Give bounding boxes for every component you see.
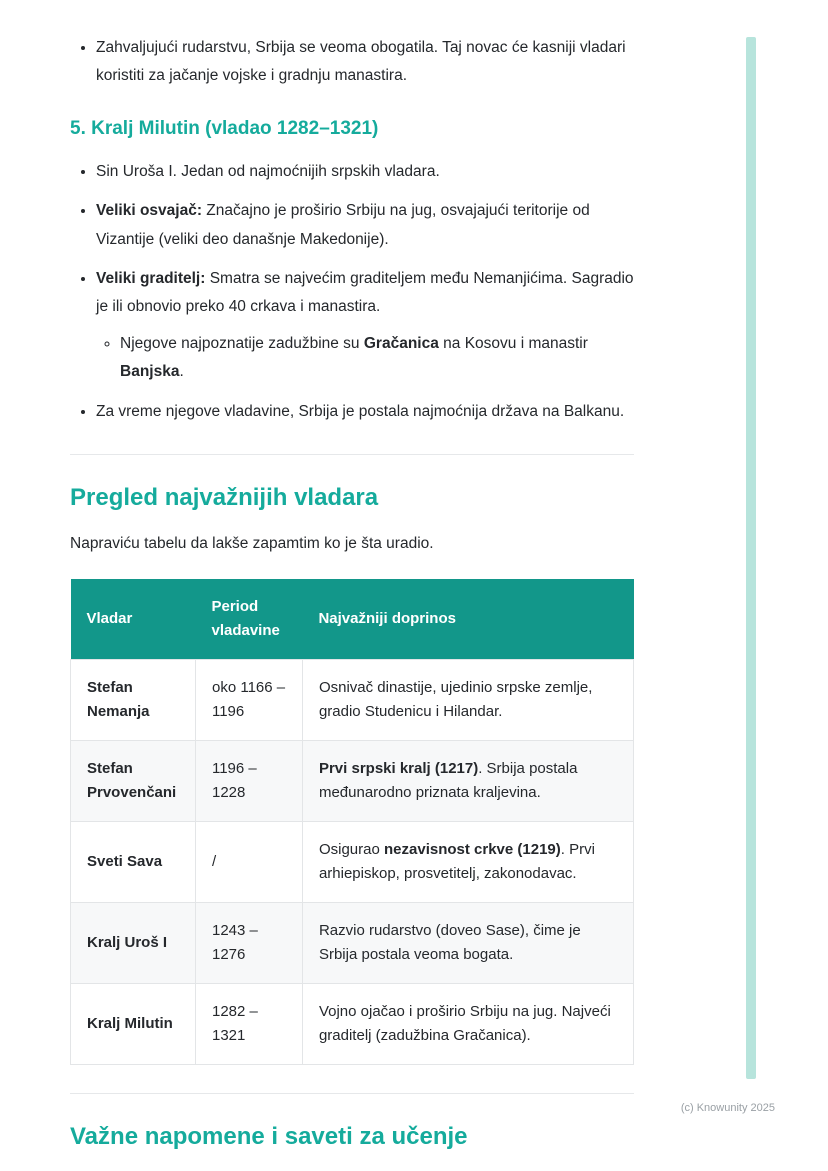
table-header-row — [71, 579, 634, 660]
text-segment: Vojno ojačao i proširio Srbiju na jug. Najveći graditelj (zadužbina Gračanica). — [318, 1002, 611, 1044]
column-header-period: Period vladavine — [195, 579, 302, 660]
text-segment: Razvio rudarstvo (doveo Sase), čime je Srbija postala veoma bogata. — [318, 921, 581, 963]
sub-list-item — [120, 330, 634, 386]
bold-text: nezavisnost crkve (1219) — [384, 840, 561, 858]
cell-vladar: Stefan Prvovenčani — [71, 740, 196, 821]
overview-intro-text: Napraviću tabelu da lakše zapamtim ko je šta uradio. — [70, 534, 434, 552]
cell-doprinos — [302, 821, 633, 902]
cell-period: 1282 – 1321 — [195, 983, 302, 1064]
list-item — [96, 197, 634, 253]
milutin-list — [70, 158, 634, 426]
bold-text: Veliki graditelj: — [96, 269, 206, 287]
cell-period: 1196 – 1228 — [195, 740, 302, 821]
section-heading-notes: Važne napomene i saveti za učenje — [70, 1122, 468, 1150]
bold-text: Gračanica — [363, 335, 439, 353]
table-row — [71, 902, 634, 983]
table-row — [71, 659, 634, 740]
text-segment: Značajno je proširio Srbiju na jug, osvajajući teritorije od Vizantije (veliki deo današnje Makedonije). — [96, 202, 590, 248]
cell-doprinos — [302, 983, 633, 1064]
cell-doprinos — [302, 659, 633, 740]
cell-doprinos — [302, 740, 633, 821]
text-segment: . — [179, 363, 184, 381]
bold-text: Veliki osvajač: — [96, 202, 202, 220]
section-divider — [70, 454, 634, 455]
table-row — [71, 740, 634, 821]
text-segment: Njegove najpoznatije zadužbine su — [120, 335, 364, 353]
text-segment: na Kosovu i manastir — [438, 335, 588, 353]
page-accent-bar — [746, 37, 756, 1079]
section-heading-milutin: 5. Kralj Milutin (vladao 1282–1321) — [70, 118, 379, 140]
section-divider — [70, 1093, 634, 1094]
list-item — [96, 398, 634, 426]
column-header-doprinos: Najvažniji doprinos — [302, 579, 633, 660]
text-segment: Osigurao — [318, 840, 384, 858]
text-segment: Za vreme njegove vladavine, Srbija je postala najmoćnija država na Balkanu. — [96, 402, 625, 420]
text-segment: . Srbija postala međunarodno priznata kraljevina. — [318, 759, 578, 801]
bold-text: Banjska — [120, 363, 180, 381]
intro-list — [70, 34, 634, 90]
cell-vladar: Kralj Milutin — [71, 983, 196, 1064]
list-item — [96, 265, 634, 387]
cell-vladar: Kralj Uroš I — [71, 902, 196, 983]
section-heading-overview: Pregled najvažnijih vladara — [70, 483, 379, 511]
text-segment: Smatra se najvećim graditeljem među Nemanjićima. Sagradio je ili obnovio preko 40 crkava i manastira. — [96, 269, 634, 315]
table-row — [71, 821, 634, 902]
cell-doprinos — [302, 902, 633, 983]
text-segment: . Prvi arhiepiskop, prosvetitelj, zakonodavac. — [318, 840, 595, 882]
text-segment: Sin Uroša I. Jedan od najmoćnijih srpskih vladara. — [96, 163, 440, 181]
text-segment: Osnivač dinastije, ujedinio srpske zemlje, gradio Studenicu i Hilandar. — [318, 678, 593, 720]
milutin-sub-list — [96, 330, 634, 386]
intro-bullet-text: Zahvaljujući rudarstvu, Srbija se veoma obogatila. Taj novac će kasniji vladari koristiti za jačanje vojske i gradnju manastira. — [96, 39, 626, 85]
column-header-vladar: Vladar — [71, 579, 196, 660]
watermark: (c) Knowunity 2025 — [680, 1102, 775, 1114]
cell-period: 1243 – 1276 — [195, 902, 302, 983]
cell-vladar: Sveti Sava — [71, 821, 196, 902]
cell-period: oko 1166 – 1196 — [195, 659, 302, 740]
table-row — [71, 983, 634, 1064]
list-item — [96, 158, 634, 186]
cell-vladar: Stefan Nemanja — [71, 659, 196, 740]
cell-period: / — [195, 821, 302, 902]
rulers-table — [70, 579, 634, 1065]
list-item — [96, 34, 634, 90]
document-content — [70, 0, 634, 1152]
bold-text: Prvi srpski kralj (1217) — [318, 759, 479, 777]
